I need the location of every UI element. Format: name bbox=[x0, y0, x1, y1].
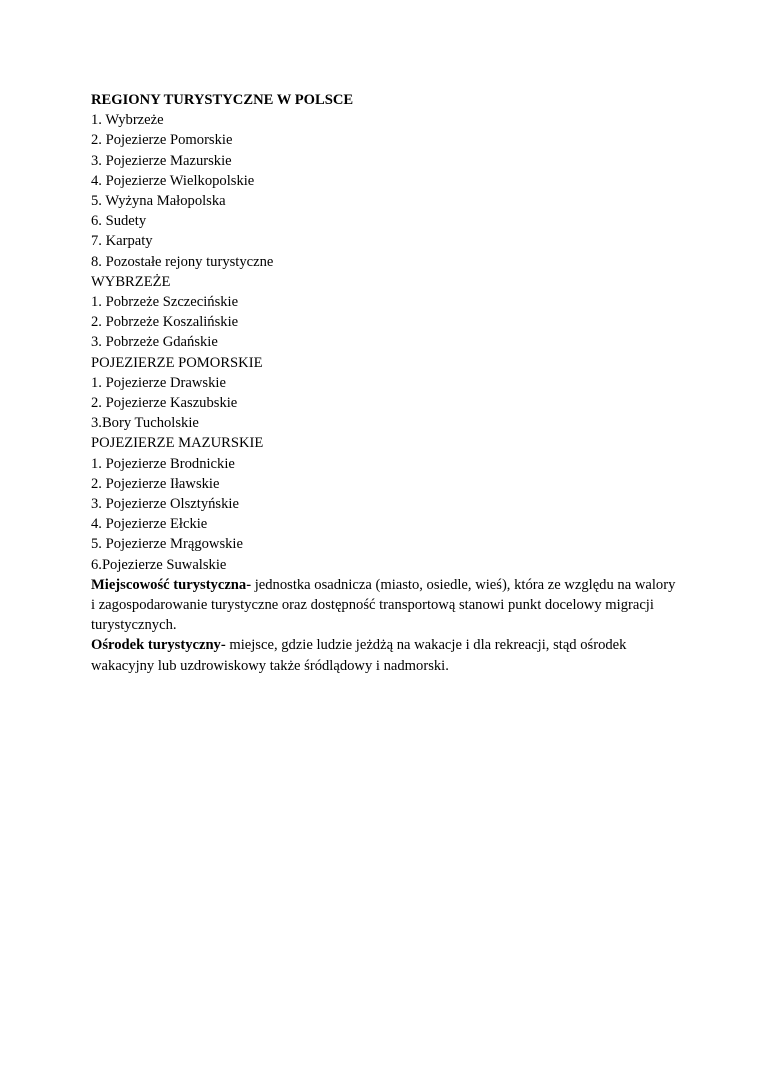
mazurskie-item: 5. Pojezierze Mrągowskie bbox=[91, 536, 243, 553]
section-heading-mazurskie: POJEZIERZE MAZURSKIE bbox=[91, 435, 264, 452]
mazurskie-item: 6.Pojezierze Suwalskie bbox=[91, 556, 227, 573]
definition-term: Ośrodek turystyczny- bbox=[91, 637, 226, 654]
document-title: REGIONY TURYSTYCZNE W POLSCE bbox=[91, 92, 354, 108]
region-item: 2. Pojezierze Pomorskie bbox=[91, 132, 233, 149]
region-item: 3. Pojezierze Mazurskie bbox=[91, 152, 232, 169]
pomorskie-item: 1. Pojezierze Drawskie bbox=[91, 374, 226, 391]
wybrzeze-item: 2. Pobrzeże Koszalińskie bbox=[91, 314, 239, 331]
region-item: 8. Pozostałe rejony turystyczne bbox=[91, 253, 274, 270]
pomorskie-item: 3.Bory Tucholskie bbox=[91, 415, 199, 432]
mazurskie-item: 4. Pojezierze Ełckie bbox=[91, 516, 208, 533]
definition-paragraph bbox=[91, 635, 681, 675]
mazurskie-item: 2. Pojezierze Iławskie bbox=[91, 475, 220, 492]
definition-text: jednostka osadnicza (miasto, osiedle, wieś), która ze względu na walory i zagospodarowanie turystyczne oraz dostępność transportową stanowi punkt docelowy migracji turystycznych. bbox=[91, 576, 676, 634]
mazurskie-item: 3. Pojezierze Olsztyńskie bbox=[91, 496, 239, 513]
region-item: 1. Wybrzeże bbox=[91, 112, 164, 129]
definition-text: miejsce, gdzie ludzie jeżdżą na wakacje i dla rekreacji, stąd ośrodek wakacyjny lub uzdrowiskowy także śródlądowy i nadmorski. bbox=[91, 637, 627, 674]
region-item: 7. Karpaty bbox=[91, 233, 153, 250]
document-content bbox=[91, 90, 681, 676]
section-heading-wybrzeze: WYBRZEŻE bbox=[91, 273, 171, 290]
pomorskie-item: 2. Pojezierze Kaszubskie bbox=[91, 395, 238, 412]
region-item: 6. Sudety bbox=[91, 213, 147, 230]
mazurskie-item: 1. Pojezierze Brodnickie bbox=[91, 455, 235, 472]
wybrzeze-item: 1. Pobrzeże Szczecińskie bbox=[91, 294, 239, 311]
wybrzeze-item: 3. Pobrzeże Gdańskie bbox=[91, 334, 218, 351]
region-item: 4. Pojezierze Wielkopolskie bbox=[91, 172, 255, 189]
section-heading-pomorskie: POJEZIERZE POMORSKIE bbox=[91, 354, 263, 371]
definition-term: Miejscowość turystyczna- bbox=[91, 576, 252, 593]
definition-paragraph bbox=[91, 575, 681, 636]
region-item: 5. Wyżyna Małopolska bbox=[91, 193, 226, 210]
